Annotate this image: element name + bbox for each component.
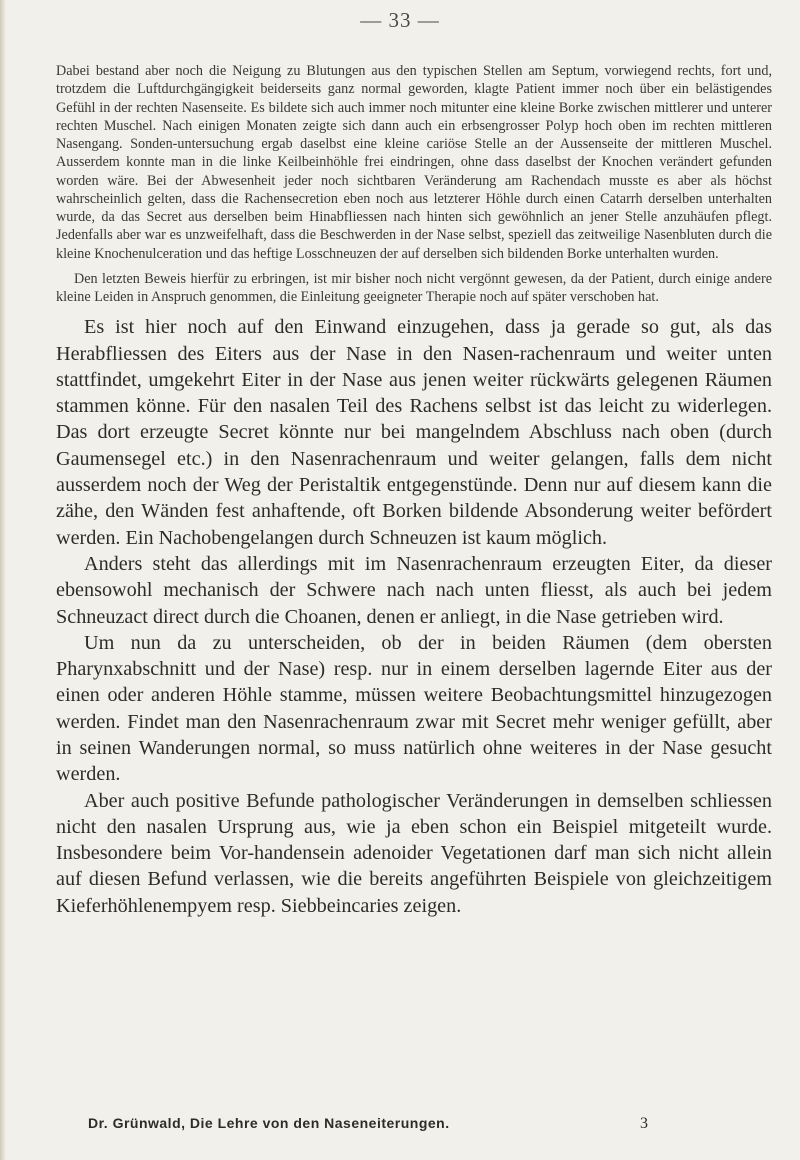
main-paragraph-1: Es ist hier noch auf den Einwand einzugehen, dass ja gerade so gut, als das Herabfliessen des Eiters aus der Nase in den Nasen-rachenraum und weiter unten stattfindet, umgekehrt Eiter in der Nase aus jenen weiter rückwärts gelegenen Räumen stammen könne. Für den nasalen Teil des Rachens selbst ist das leicht zu widerlegen. Das dort erzeugte Secret könnte nur bei mangelndem Abschluss nach oben (durch Gaumensegel etc.) in den Nasenrachenraum und weiter gelangen, falls dem nicht ausserdem noch der Weg der Peristaltik entgegenstünde. Denn nur auf diesem kann die zähe, den Wänden fest anhaftende, oft Borken bildende Absonderung weiter befördert werden. Ein Nachobengelangen durch Schneuzen ist kaum möglich.: [56, 316, 772, 549]
page-body: [56, 62, 772, 919]
small-paragraph-1: Dabei bestand aber noch die Neigung zu Blutungen aus den typischen Stellen am Septum, vorwiegend rechts, fort und, trotzdem die Luftdurchgängigkeit beiderseits ganz normal geworden, klagte Patient immer noch über ein belästigendes Gefühl in der rechten Nasenseite. Es bildete sich auch immer noch mitunter eine kleine Borke zwischen mittlerer und unterer rechten Muschel. Nach einigen Monaten zeigte sich dann auch ein erbsengrosser Polyp hoch oben im rechten mittleren Nasengang. Sonden-untersuchung ergab daselbst eine kleine cariöse Stelle an der Aussenseite der mittleren Muschel. Ausserdem konnte man in die linke Keilbeinhöhle frei eindringen, ohne dass daselbst der Knochen verändert gefunden worden wäre. Bei der Abwesenheit jeder noch sichtbaren Veränderung am Rachendach musste es aber als höchst wahrscheinlich gelten, dass die Rachensecretion eben noch aus letzterer Höhle durch einen Catarrh derselben unterhalten wurde, da das Secret aus derselben beim Hinabfliessen nach hinten sich gewöhnlich an jener Stelle anzuhäufen pflegt. Jedenfalls aber war es unzweifelhaft, dass die Beschwerden in der Nase selbst, speziell das zeitweilige Nasenbluten durch die kleine Knochenulceration und das heftige Losschneuzen der auf derselben sich bildenden Borke unterhalten wurden.: [56, 63, 772, 262]
page-number: — 33 —: [360, 8, 440, 32]
main-paragraph-2: Anders steht das allerdings mit im Nasenrachenraum erzeugten Eiter, da dieser ebensowohl mechanisch der Schwere nach nach unten fliesst, als auch bei jedem Schneuzact direct durch die Choanen, denen er anliegt, in die Nase getrieben wird.: [56, 552, 772, 628]
printer-signature: Dr. Grünwald, Die Lehre von den Naseneiterungen.: [88, 1115, 450, 1131]
page-footer: [88, 1115, 648, 1133]
sheet-number: 3: [640, 1115, 648, 1132]
main-paragraph-3: Um nun da zu unterscheiden, ob der in beiden Räumen (dem obersten Pharynxabschnitt und der Nase) resp. nur in einem derselben lagernde Eiter aus der einen oder anderen Höhle stamme, müssen weitere Beobachtungsmittel hinzugezogen werden. Findet man den Nasenrachenraum zwar mit Secret mehr weniger gefüllt, aber in seinen Wanderungen normal, so muss natürlich ohne weiteres in der Nase gesucht werden.: [56, 631, 772, 786]
small-paragraph-2: Den letzten Beweis hierfür zu erbringen, ist mir bisher noch nicht vergönnt gewesen, da der Patient, durch einige andere kleine Leiden in Anspruch genommen, die Einleitung geeigneter Therapie noch auf später verschoben hat.: [56, 270, 772, 305]
page-spine-shadow: [0, 0, 6, 1160]
main-text-section: [56, 314, 772, 919]
small-print-section: [56, 62, 772, 306]
main-paragraph-4: Aber auch positive Befunde pathologischer Veränderungen in demselben schliessen nicht den nasalen Ursprung aus, wie ja eben schon ein Beispiel mitgeteilt wurde. Insbesondere beim Vor-handensein adenoider Vegetationen darf man sich nicht allein auf diesen Befund verlassen, wie die bereits angeführten Beispiele von gleichzeitigem Kieferhöhlenempyem resp. Siebbeincaries zeigen.: [56, 789, 772, 917]
